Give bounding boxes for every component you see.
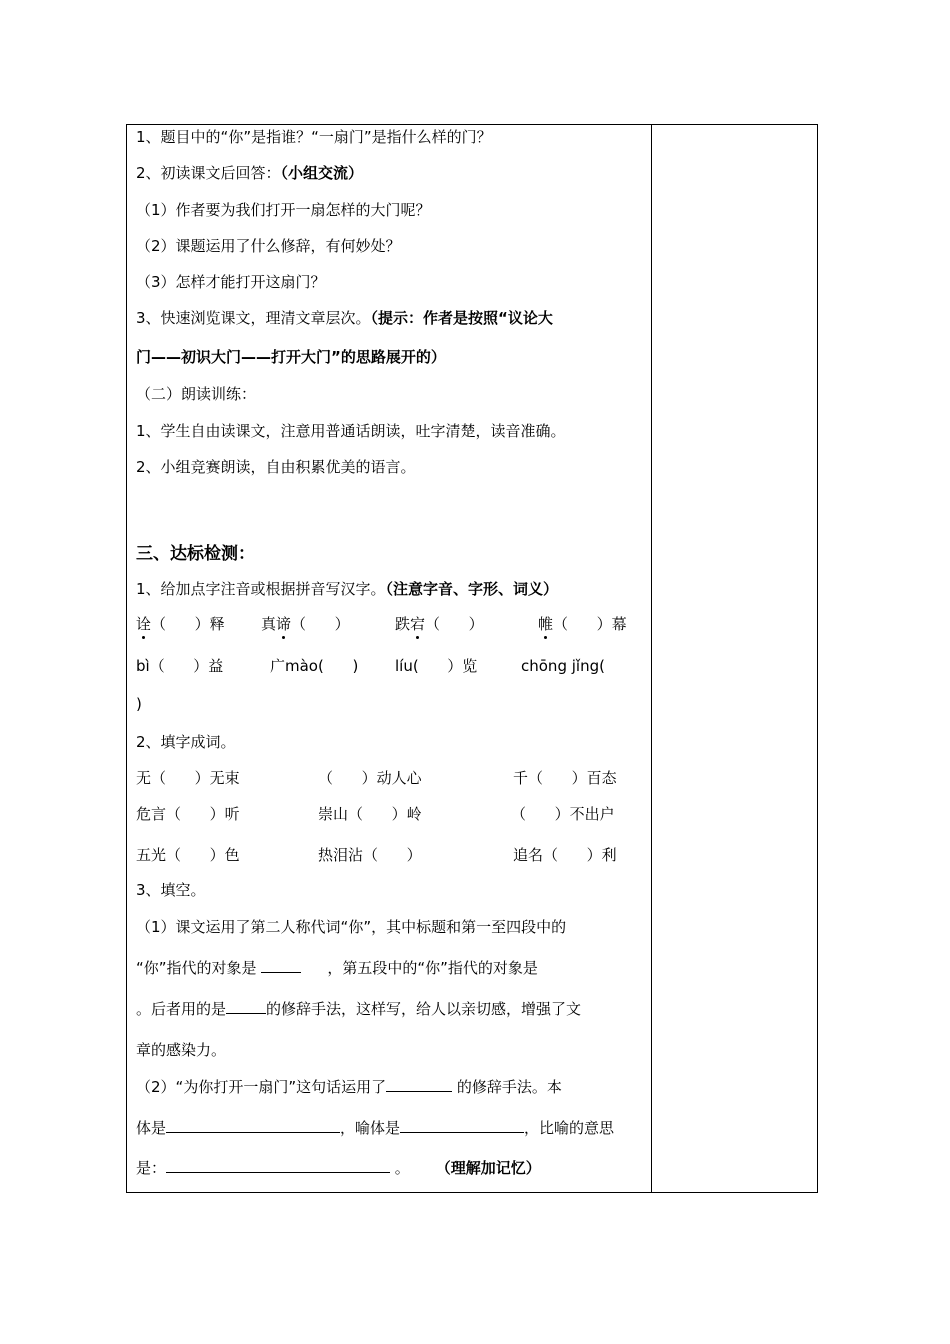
question-3-hint: （提示：作者是按照“议论大	[370, 309, 553, 327]
pinyin-write-3: líu( ）览	[395, 657, 478, 675]
answer-blank	[166, 1118, 340, 1133]
pinyin-blank: （ ）幕	[553, 615, 627, 633]
question-1: 1、题目中的“你”是指谁？“一扇门”是指什么样的门？	[136, 128, 492, 146]
test-2: 2、填字成词。	[136, 733, 236, 751]
test-3-2-line3	[136, 1158, 541, 1178]
fill-word: 危言（ ）听	[136, 805, 240, 823]
text-segment: ，第五段中的“你”指代的对象是	[327, 959, 538, 977]
text-segment: ，比喻的意思	[524, 1119, 615, 1137]
test-3-1-line2	[136, 958, 538, 978]
dotted-char: 诠	[136, 615, 152, 633]
answer-blank	[386, 1077, 452, 1092]
text-segment: 的修辞手法，这样写，给人以亲切感，增强了文	[266, 1000, 582, 1018]
pinyin-item-2	[261, 614, 350, 634]
pinyin-write-4-close: )	[136, 695, 142, 713]
pinyin-item-3	[395, 614, 484, 634]
test-1-note: （注意字音、字形、词义）	[385, 580, 559, 598]
test-3-1-line1: （1）课文运用了第二人称代词“你”，其中标题和第一至四段中的	[136, 918, 567, 936]
question-3	[136, 308, 553, 328]
reading-2: 2、小组竞赛朗读，自由积累优美的语言。	[136, 458, 416, 476]
dotted-char: 宕	[410, 615, 426, 633]
question-2-1: （1）作者要为我们打开一扇怎样的大门呢？	[136, 201, 431, 219]
pinyin-blank: （ ）	[291, 615, 350, 633]
pinyin-write-2: 广mào( )	[270, 657, 359, 675]
test-3-2-line2	[136, 1118, 614, 1138]
text-segment: ，喻体是	[340, 1119, 401, 1137]
text-segment: 是：	[136, 1159, 167, 1177]
text-segment: 。后者用的是	[136, 1000, 227, 1018]
pinyin-item-1	[136, 614, 225, 634]
pinyin-item-4	[538, 614, 627, 634]
section-reading: （二）朗读训练：	[136, 385, 257, 403]
fill-word: 五光（ ）色	[136, 846, 240, 864]
question-2	[136, 163, 363, 183]
test-3-2-line1	[136, 1077, 562, 1097]
text-segment: “你”指代的对象是	[136, 959, 262, 977]
pinyin-write-4: chōng jǐng(	[521, 657, 605, 675]
memorize-note: （理解加记忆）	[435, 1159, 541, 1177]
column-divider	[651, 124, 652, 1193]
test-3: 3、填空。	[136, 881, 206, 899]
test-3-1-line4: 章的感染力。	[136, 1041, 227, 1059]
fill-word: 千（ ）百态	[513, 769, 617, 787]
pinyin-blank: （ ）	[425, 615, 484, 633]
section-test-heading: 三、达标检测：	[136, 544, 255, 564]
fill-word: （ ）动人心	[318, 769, 422, 787]
question-3-text: 3、快速浏览课文，理清文章层次。	[136, 309, 371, 327]
question-2-note: （小组交流）	[280, 164, 364, 182]
question-2-3: （3）怎样才能打开这扇门？	[136, 273, 326, 291]
text-segment: 的修辞手法。本	[452, 1078, 562, 1096]
text-segment: （2）“为你打开一扇门”这句话运用了	[136, 1078, 387, 1096]
question-2-text: 2、初读课文后回答：	[136, 164, 281, 182]
pinyin-blank: （ ）释	[151, 615, 225, 633]
fill-word: 追名（ ）利	[513, 846, 617, 864]
test-3-1-line3	[136, 999, 581, 1019]
answer-blank	[166, 1158, 390, 1173]
text-segment: 。	[390, 1159, 410, 1177]
plain-char: 跌	[395, 615, 411, 633]
text-segment: 体是	[136, 1119, 167, 1137]
dotted-char: 谛	[276, 615, 292, 633]
answer-blank	[261, 958, 301, 973]
question-3-hint-cont: 门——初识大门——打开大门”的思路展开的）	[136, 348, 446, 366]
fill-word: （ ）不出户	[511, 805, 615, 823]
answer-blank	[400, 1118, 524, 1133]
pinyin-write-1: bì（ ）益	[136, 657, 224, 675]
answer-blank	[226, 999, 266, 1014]
fill-word: 崇山（ ）岭	[318, 805, 422, 823]
dotted-char: 帷	[538, 615, 554, 633]
fill-word: 无（ ）无束	[136, 769, 240, 787]
test-1-text: 1、给加点字注音或根据拼音写汉字。	[136, 580, 386, 598]
fill-word: 热泪沾（ ）	[318, 846, 422, 864]
plain-char: 真	[261, 615, 277, 633]
reading-1: 1、学生自由读课文，注意用普通话朗读，吐字清楚，读音准确。	[136, 422, 566, 440]
test-1	[136, 579, 558, 599]
question-2-2: （2）课题运用了什么修辞，有何妙处？	[136, 237, 401, 255]
